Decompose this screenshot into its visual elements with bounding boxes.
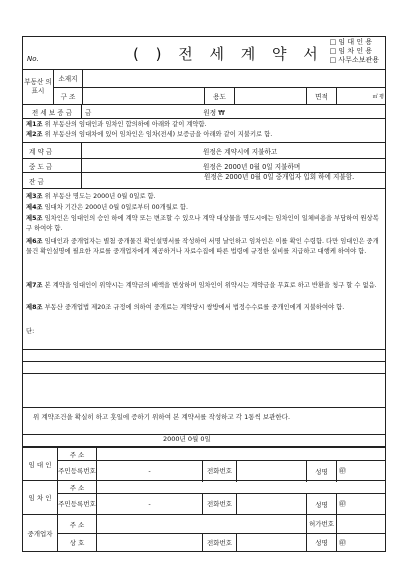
broker-address-field[interactable] <box>96 515 306 533</box>
license-label: 허가번호 <box>306 515 336 533</box>
payment-label: 중 도 금 <box>29 162 53 171</box>
name-label: 성명 <box>306 493 336 515</box>
payment-note: 원정은 계약시에 지불하고 <box>203 147 278 156</box>
deposit-label: 전 세 보 증 금 <box>31 108 73 117</box>
page-title: ( ) 전 세 계 약 서 <box>133 45 324 63</box>
landlord-label: 임 대 인 <box>28 460 52 469</box>
deposit-prefix: 금 <box>85 108 92 117</box>
phone-label: 전화번호 <box>202 460 236 482</box>
broker-phone-field[interactable] <box>236 533 306 552</box>
payment-row-middle <box>23 159 385 173</box>
seal-icon: ㊞ <box>339 467 346 475</box>
address-label: 주 소 <box>69 483 85 492</box>
use-label: 용도 <box>204 87 234 105</box>
tenant-name-field[interactable] <box>336 493 386 515</box>
tenant-phone-field[interactable] <box>236 493 306 515</box>
property-group-label: 부동산 의표시 <box>24 77 52 95</box>
payment-note: 원정은 2000년 0월 0일 지불하며 <box>203 162 301 171</box>
contract-date: 2000년 0월 0일 <box>163 435 211 443</box>
broker-block <box>23 515 385 552</box>
payment-label: 잔 금 <box>29 177 44 186</box>
seal-icon: ㊞ <box>339 500 346 508</box>
broker-license-field[interactable] <box>336 515 386 533</box>
payment-amount-field[interactable] <box>81 143 201 158</box>
name-label: 성명 <box>306 533 336 552</box>
closing-section <box>23 407 385 447</box>
payment-label: 계 약 금 <box>29 147 53 156</box>
clause-1: 제1조 위 부동산의 임대인과 임차인 합의하에 아래와 같이 계약함. <box>26 121 207 128</box>
copy-type-options <box>330 38 379 65</box>
landlord-phone-field[interactable] <box>236 460 306 482</box>
clause-5: 제5조 임차인은 임대인의 승인 하에 계약 또는 변조할 수 있으나 계약 대상물을 명도시에는 임차인이 일체비용을 부담하여 원상복구 하여야 함. <box>26 215 379 233</box>
clause-3: 제3조 위 부동산 명도는 2000년 0월 0일로 함. <box>26 193 156 200</box>
area-label: 면적 <box>306 87 336 105</box>
address-label: 주 소 <box>69 520 85 529</box>
use-field[interactable] <box>234 87 306 105</box>
clause-4: 제4조 임대차 기간은 2000년 0월 0일로부터 00개월로 함. <box>26 204 188 211</box>
structure-field[interactable] <box>82 87 204 105</box>
broker-label: 중개업자 <box>27 530 53 538</box>
property-section <box>23 69 385 105</box>
seal-icon: ㊞ <box>339 538 346 547</box>
clause-2: 제2조 위 부동산의 임대차에 있어 임차인은 임차(전세) 보증금을 아래와 같이 지불키로 함. <box>26 131 273 138</box>
contract-form <box>22 36 386 552</box>
payment-note: 원정은 2000년 0월 0일 중개업자 입회 하에 지불함. <box>81 173 385 188</box>
option-landlord-copy[interactable]: □ 임 대 인 용 <box>330 38 379 47</box>
payment-amount-field[interactable] <box>81 159 201 172</box>
closing-statement: 위 계약조건을 확실히 하고 훗일에 증하기 위하여 본 계약서를 작성하고 각 1통씩 보관한다. <box>33 413 291 421</box>
landlord-block <box>23 447 385 481</box>
clause-8: 제8조 부동산 중개업법 제20조 규정에 의하여 중개료는 계약당시 쌍방에서 법정수수료를 중개인에게 지불하여야 함. <box>26 304 345 311</box>
intro-clauses <box>23 119 385 143</box>
landlord-name-field[interactable] <box>336 460 386 482</box>
tenant-label: 임 차 인 <box>28 494 52 502</box>
trade-name-label: 상 호 <box>69 539 85 547</box>
tenant-address-field[interactable] <box>96 481 386 493</box>
phone-label: 전화번호 <box>202 493 236 515</box>
tenant-block <box>23 481 385 515</box>
id-label: 주민등록번호 <box>58 467 96 475</box>
broker-name-field[interactable] <box>336 533 386 552</box>
clause-7: 제7조 본 계약을 임대인이 위약시는 계약금의 배액을 변상하며 임차인이 위약시는 계약금을 무효로 하고 반환을 청구 할 수 없음. <box>26 282 377 289</box>
address-label: 주 소 <box>69 450 85 459</box>
form-header <box>23 37 385 70</box>
phone-label: 전화번호 <box>202 533 236 552</box>
area-unit: ㎡ 평 <box>336 87 386 105</box>
id-label: 주민등록번호 <box>58 500 96 508</box>
broker-trade-name-field[interactable] <box>96 533 202 552</box>
landlord-address-field[interactable] <box>96 448 386 460</box>
option-office-copy[interactable]: □ 사무소보관용 <box>330 56 379 65</box>
clauses-section <box>23 189 385 435</box>
deposit-won-label: 원정 ₩ <box>203 108 225 117</box>
location-label: 소재지 <box>58 75 78 83</box>
clause-6: 제6조 임대인과 중개업자는 별첨 중개물건 확인설명서를 작성하여 서명 날인하고 임차인은 이를 확인 수령함. 다만 임대인은 중개물건 확인설명에 필요한 자료를 중개업자에게 제공하거나 자료수집에 따른 법령에 규정한 실비를 지급하고 대행케 하여야 함. <box>26 238 379 256</box>
payment-row-balance <box>23 173 385 189</box>
special-terms-label: 단: <box>26 328 35 335</box>
number-label: No. <box>27 55 39 63</box>
name-label: 성명 <box>306 460 336 482</box>
landlord-id-field[interactable]: - <box>96 460 202 482</box>
tenant-id-field[interactable]: - <box>96 493 202 515</box>
option-tenant-copy[interactable]: □ 임 차 인 용 <box>330 47 379 56</box>
structure-label: 구 조 <box>60 93 76 101</box>
location-field[interactable] <box>82 69 386 87</box>
deposit-row <box>23 105 385 119</box>
payment-row-contract <box>23 143 385 159</box>
